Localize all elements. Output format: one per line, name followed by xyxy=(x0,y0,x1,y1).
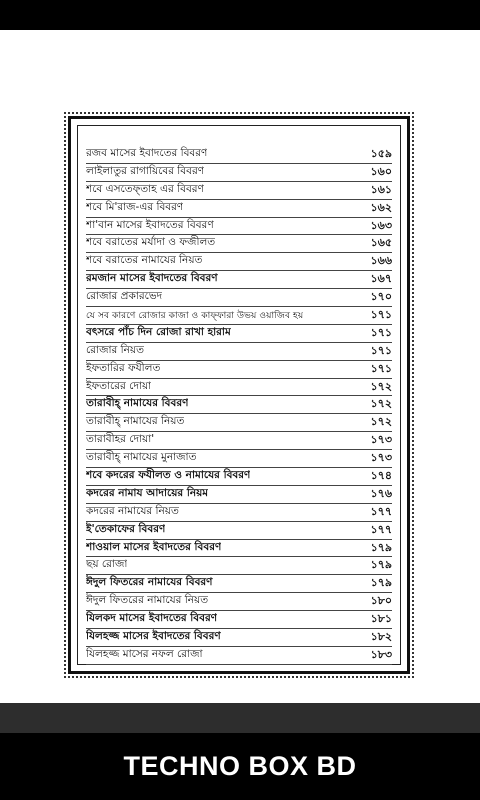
toc-page-number: ১৭৩ xyxy=(370,451,392,465)
toc-title: রোজার নিয়ত xyxy=(86,343,144,356)
toc-page-number: ১৭১ xyxy=(370,361,392,375)
toc-row[interactable] xyxy=(86,271,392,289)
table-of-contents-frame xyxy=(68,116,410,674)
toc-row[interactable] xyxy=(86,253,392,271)
toc-row[interactable] xyxy=(86,218,392,236)
brand-title: TECHNO BOX BD xyxy=(123,751,357,781)
toc-row[interactable] xyxy=(86,593,392,611)
toc-page-number: ১৭২ xyxy=(370,379,392,393)
toc-page-number: ১৬১ xyxy=(370,182,392,196)
toc-row[interactable] xyxy=(86,307,392,325)
toc-page-number: ১৭৪ xyxy=(370,468,392,482)
toc-title: বৎসরে পাঁচ দিন রোজা রাখা হারাম xyxy=(86,325,231,338)
toc-title: কদরের নামায আদায়ের নিয়ম xyxy=(86,486,209,499)
toc-title: ঈদুল ফিতরের নামাযের বিবরণ xyxy=(86,576,213,589)
toc-page-number: ১৭৯ xyxy=(370,558,392,572)
toc-row[interactable] xyxy=(86,522,392,540)
toc-page-number: ১৬৫ xyxy=(370,236,392,250)
toc-row[interactable] xyxy=(86,289,392,307)
toc-row[interactable] xyxy=(86,146,392,164)
toc-title: ইফতারের দোয়া xyxy=(86,379,152,392)
toc-title: শবে কদরের ফযীলত ও নামাযের বিবরণ xyxy=(86,468,251,481)
toc-page-number: ১৭৬ xyxy=(370,486,392,500)
toc-row[interactable] xyxy=(86,557,392,575)
toc-row[interactable] xyxy=(86,432,392,450)
bottom-divider-band xyxy=(0,703,480,733)
toc-row[interactable] xyxy=(86,468,392,486)
toc-title: শবে বরাতের নামাযের নিয়ত xyxy=(86,254,203,267)
toc-page-number: ১৭২ xyxy=(370,415,392,429)
toc-title: ছয় রোজা xyxy=(86,558,128,571)
toc-page-number: ১৮৩ xyxy=(370,647,392,661)
toc-title: কদরের নামাযের নিয়ত xyxy=(86,504,179,517)
toc-page-number: ১৬৭ xyxy=(370,272,392,286)
toc-page-number: ১৭১ xyxy=(370,325,392,339)
toc-page-number: ১৭২ xyxy=(370,397,392,411)
toc-title: তারাবীহ্ নামাযের নিয়ত xyxy=(86,415,185,428)
toc-title: লাইলাতুর রাগায়িবের বিবরণ xyxy=(86,164,205,177)
toc-row[interactable] xyxy=(86,611,392,629)
toc-row[interactable] xyxy=(86,343,392,361)
toc-title: রজব মাসের ইবাদতের বিবরণ xyxy=(86,146,208,159)
toc-page-number: ১৬৩ xyxy=(370,218,392,232)
table-of-contents-list xyxy=(77,125,401,665)
toc-title: রমজান মাসের ইবাদতের বিবরণ xyxy=(86,272,218,285)
toc-title: শাওয়াল মাসের ইবাদতের বিবরণ xyxy=(86,540,222,553)
toc-page-number: ১৭৭ xyxy=(370,504,392,518)
toc-title: শবে এসতেফ্তাহ এর বিবরণ xyxy=(86,182,204,195)
toc-row[interactable] xyxy=(86,396,392,414)
toc-page-number: ১৭১ xyxy=(370,307,392,321)
toc-title: শবে মি'রাজ-এর বিবরণ xyxy=(86,200,184,213)
toc-page-number: ১৭৭ xyxy=(370,522,392,536)
toc-row[interactable] xyxy=(86,629,392,647)
status-bar xyxy=(0,0,480,30)
toc-row[interactable] xyxy=(86,200,392,218)
toc-page-number: ১৭১ xyxy=(370,343,392,357)
toc-row[interactable] xyxy=(86,647,392,665)
toc-page-number: ১৭০ xyxy=(370,290,392,304)
toc-row[interactable] xyxy=(86,504,392,522)
toc-row[interactable] xyxy=(86,414,392,432)
toc-page-number: ১৭৯ xyxy=(370,576,392,590)
toc-title: যিলহজ্জ মাসের ইবাদতের বিবরণ xyxy=(86,630,221,642)
toc-row[interactable] xyxy=(86,540,392,558)
toc-row[interactable] xyxy=(86,575,392,593)
toc-title: যিলহজ্জ মাসের নফল রোজা xyxy=(86,647,203,660)
footer-bar xyxy=(0,733,480,800)
toc-page-number: ১৮০ xyxy=(370,594,392,608)
toc-row[interactable] xyxy=(86,235,392,253)
toc-row[interactable] xyxy=(86,379,392,397)
toc-page-number: ১৮২ xyxy=(370,630,392,643)
toc-title: তারাবীহর দোয়া' xyxy=(86,433,155,446)
toc-title: রোজার প্রকারভেদ xyxy=(86,290,163,303)
toc-page-number: ১৬৬ xyxy=(370,254,392,268)
toc-row[interactable] xyxy=(86,450,392,468)
toc-title: ইফতারির ফযীলত xyxy=(86,361,161,374)
toc-page-number: ১৬২ xyxy=(370,200,392,214)
toc-row[interactable] xyxy=(86,361,392,379)
book-page[interactable] xyxy=(0,30,480,703)
toc-title: যে সব কারণে রোজার কাজা ও কাফ্ফারা উভয় ওয়াজিব হয় xyxy=(86,309,304,321)
toc-page-number: ১৬০ xyxy=(370,164,392,178)
toc-title: তারাবীহ্ নামাযের বিবরণ xyxy=(86,397,189,410)
toc-row[interactable] xyxy=(86,325,392,343)
toc-page-number: ১৫৯ xyxy=(370,146,392,160)
toc-title: তারাবীহ্ নামাযের মুনাজাত xyxy=(86,451,197,464)
toc-row[interactable] xyxy=(86,182,392,200)
toc-title: যিলকদ মাসের ইবাদতের বিবরণ xyxy=(86,612,218,625)
toc-page-number: ১৭৩ xyxy=(370,433,392,447)
toc-title: শা'বান মাসের ইবাদতের বিবরণ xyxy=(86,218,214,231)
toc-page-number: ১৮১ xyxy=(370,612,392,626)
toc-row[interactable] xyxy=(86,164,392,182)
toc-row[interactable] xyxy=(86,486,392,504)
toc-title: ঈদুল ফিতরের নামাযের নিয়ত xyxy=(86,594,209,607)
toc-title: শবে বরাতের মর্যাদা ও ফজীলত xyxy=(86,236,216,249)
toc-title: ই'তেকাফের বিবরণ xyxy=(86,522,166,535)
toc-page-number: ১৭৯ xyxy=(370,540,392,554)
